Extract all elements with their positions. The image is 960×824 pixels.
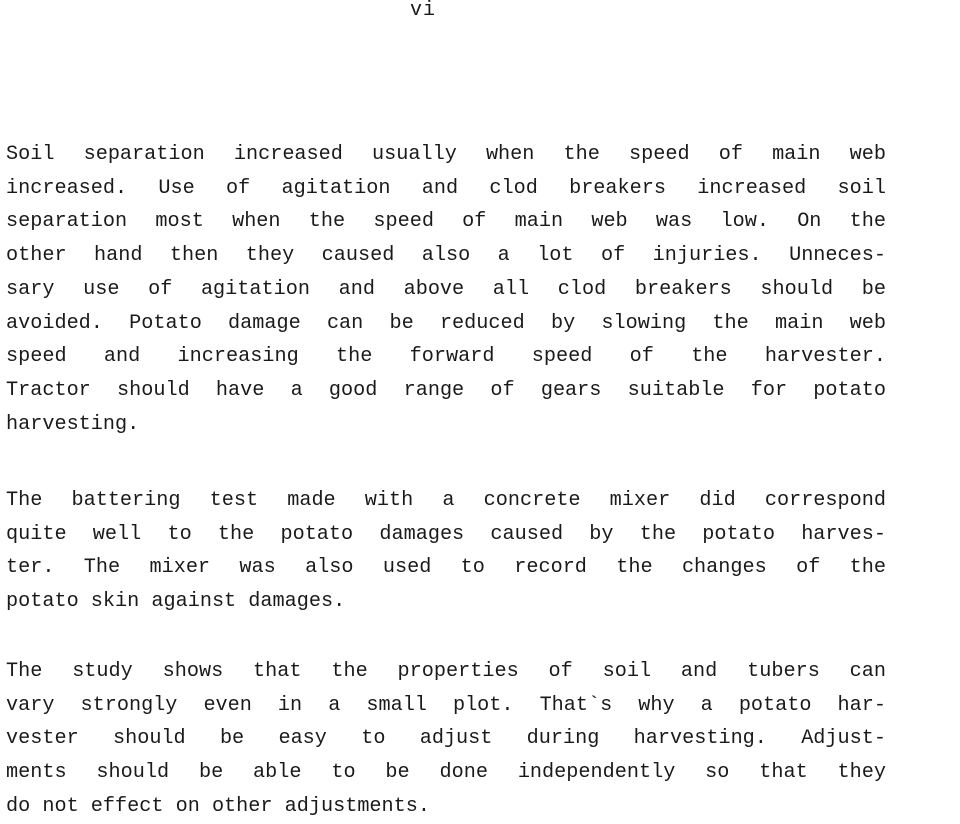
paragraph-study-conclusion [6, 655, 886, 824]
text-line: The study shows that the properties of soil and tubers can [6, 660, 886, 683]
text-line: speed and increasing the forward speed of the harvester. [6, 345, 886, 369]
text-line: sary use of agitation and above all clod breakers should be [6, 277, 886, 301]
page-number: vi [410, 0, 437, 22]
text-line: separation most when the speed of main web was low. On the [6, 210, 886, 234]
text-line: harvesting. [6, 412, 140, 436]
paragraph-battering-test [6, 484, 886, 619]
text-line: The battering test made with a concrete mixer did correspond [6, 489, 886, 512]
text-line: avoided. Potato damage can be reduced by slowing the main web [6, 311, 886, 335]
text-line: vary strongly even in a small plot. That`s why a potato har- [6, 693, 886, 717]
text-line: do not effect on other adjustments. [6, 794, 431, 818]
paragraph-soil-separation [6, 138, 886, 441]
text-line: potato skin against damages. [6, 590, 346, 614]
text-line: vester should be easy to adjust during harvesting. Adjust- [6, 727, 886, 751]
text-line: Tractor should have a good range of gears suitable for potato [6, 378, 886, 402]
text-line: ter. The mixer was also used to record the changes of the [6, 556, 886, 580]
text-line: increased. Use of agitation and clod breakers increased soil [6, 176, 886, 200]
text-line: quite well to the potato damages caused by the potato harves- [6, 522, 886, 546]
text-line: ments should be able to be done independently so that they [6, 761, 886, 785]
text-line: other hand then they caused also a lot of injuries. Unneces- [6, 244, 886, 268]
text-line: Soil separation increased usually when the speed of main web [6, 143, 886, 166]
